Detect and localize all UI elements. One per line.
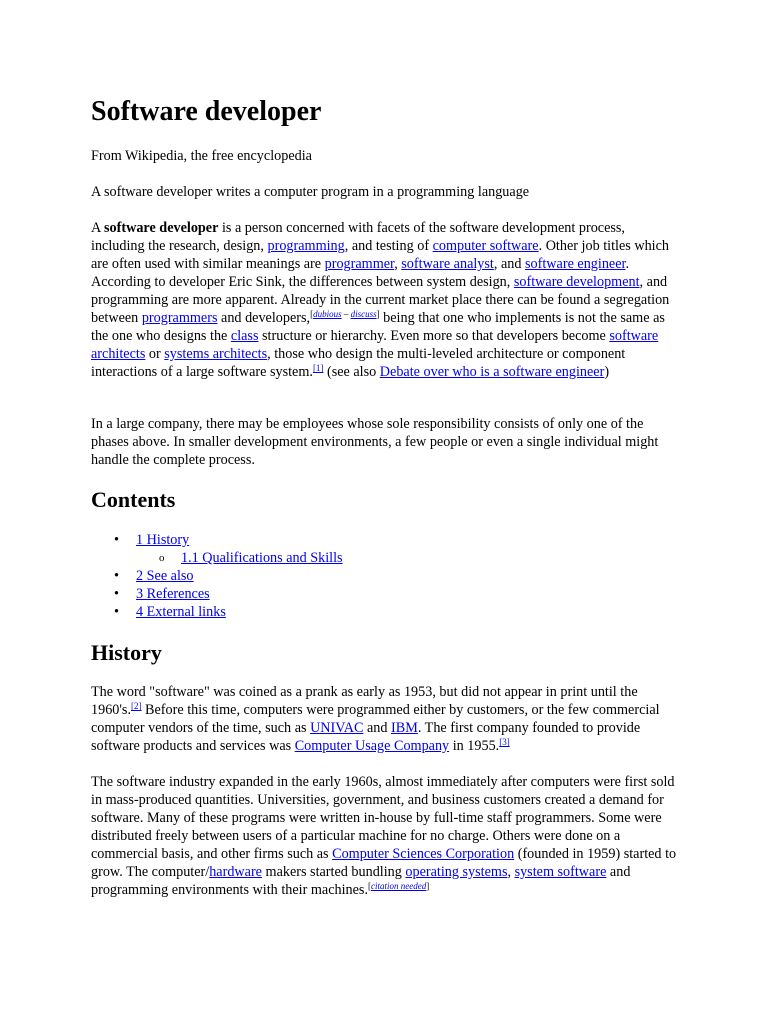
history-heading: History (91, 640, 162, 665)
history-text: (founded in 1959) started to grow. The computer/ (91, 846, 677, 880)
bullet: • (114, 532, 119, 548)
link-dubious[interactable]: dubious (313, 309, 342, 319)
reference-3[interactable]: [3] (499, 737, 510, 747)
bullet: • (114, 604, 119, 620)
link-ibm[interactable]: IBM (391, 720, 418, 736)
link-citation-needed[interactable]: citation needed (371, 881, 427, 891)
dash: – (341, 309, 351, 319)
intro-text: , (394, 256, 402, 272)
toc-link-see-also[interactable]: 2 See also (136, 568, 194, 584)
history-paragraph-1 (91, 683, 681, 755)
link-software-development[interactable]: software development (513, 274, 640, 290)
intro-text: . According to developer Eric Sink, the differences between system design, (91, 256, 630, 290)
page-title: Software developer (91, 96, 322, 127)
bullet: • (114, 586, 119, 602)
intro-text: , and testing of (344, 238, 433, 254)
link-operating-systems[interactable]: operating systems (405, 864, 508, 880)
intro-text: is a person concerned with facets of the software development process, including the research, design, (91, 220, 625, 254)
link-class[interactable]: class (230, 328, 259, 344)
intro-text: and developers, (217, 310, 311, 326)
contents-heading: Contents (91, 487, 176, 512)
history-text: and (363, 720, 391, 736)
toc-item (91, 549, 591, 567)
bracket: ] (376, 309, 380, 319)
link-hardware[interactable]: hardware (209, 864, 262, 880)
history-text: , (507, 864, 515, 880)
link-debate[interactable]: Debate over who is a software engineer (379, 364, 605, 380)
intro-text: , and programming are more apparent. Already in the current market place there can be found a segregation between (91, 274, 670, 326)
toc-link-external-links[interactable]: 4 External links (136, 604, 226, 620)
reference-2[interactable]: [2] (131, 701, 142, 711)
intro-paragraph-2: In a large company, there may be employees whose sole responsibility consists of only one of the phases above. In smaller development environments, a few people or even a single individual might handle the complete process. (91, 416, 659, 468)
history-text: The word "software" was coined as a prank as early as 1953, but did not appear in print until the 1960's. (91, 684, 638, 718)
link-system-software[interactable]: system software (514, 864, 607, 880)
intro-bold-term: software developer (104, 220, 219, 236)
bullet: o (159, 552, 165, 564)
intro-text: , and (493, 256, 526, 272)
intro-text: being that one who implements is not the same as the one who designs the (91, 310, 665, 344)
bracket: [ (368, 881, 371, 891)
bracket: ] (426, 881, 430, 891)
intro-text: ) (604, 364, 610, 380)
bracket: [ (310, 309, 314, 319)
link-systems-architects[interactable]: systems architects (164, 346, 268, 362)
history-text: The software industry expanded in the early 1960s, almost immediately after computers were first sold in mass-produced quantities. Universities, government, and business customers created a demand for software. Many of these programs were written in-house by full-time staff programmers. Some were distributed freely between users of a particular machine for no charge. Others were done on a commercial basis, and other firms such as (91, 774, 675, 862)
intro-text: . Other job titles which are often used with similar meanings are (91, 238, 670, 272)
link-computer-sciences-corporation[interactable]: Computer Sciences Corporation (332, 846, 515, 862)
history-paragraph-2 (91, 773, 681, 899)
citation-needed-note (368, 881, 429, 891)
history-text: in 1955. (449, 738, 500, 754)
link-discuss[interactable]: discuss (350, 309, 377, 319)
history-text: and programming environments with their machines. (91, 864, 631, 898)
link-computer-software[interactable]: computer software (432, 238, 539, 254)
intro-text: structure or hierarchy. Even more so that developers become (258, 328, 610, 344)
link-programming[interactable]: programming (267, 238, 345, 254)
link-software-analyst[interactable]: software analyst (401, 256, 494, 272)
toc-link-history[interactable]: 1 History (136, 532, 190, 548)
tagline: From Wikipedia, the free encyclopedia (91, 148, 312, 164)
toc-item (91, 603, 591, 621)
intro-paragraph (91, 219, 681, 381)
reference-1[interactable]: [1] (312, 363, 324, 373)
link-software-architects[interactable]: software architects (91, 328, 659, 362)
link-computer-usage-company[interactable]: Computer Usage Company (294, 738, 450, 754)
history-text: Before this time, computers were programmed either by customers, or the few commercial computer vendors of the time, such as (91, 702, 660, 736)
toc-item (91, 531, 591, 549)
bullet: • (114, 568, 119, 584)
link-univac[interactable]: UNIVAC (310, 720, 364, 736)
history-text: makers started bundling (261, 864, 406, 880)
history-text: . The first company founded to provide software products and services was (91, 720, 641, 754)
intro-text: (see also (323, 364, 380, 380)
intro-text: or (145, 346, 165, 362)
dubious-note (310, 309, 380, 319)
intro-text: A (91, 220, 105, 236)
link-software-engineer[interactable]: software engineer (525, 256, 626, 272)
toc-item (91, 567, 591, 585)
intro-text: , those who design the multi-leveled architecture or component interactions of a large software system. (91, 346, 626, 380)
link-programmers[interactable]: programmers (141, 310, 218, 326)
table-of-contents (91, 531, 591, 621)
toc-link-references[interactable]: 3 References (136, 586, 210, 602)
toc-item (91, 585, 591, 603)
toc-link-qualifications[interactable]: 1.1 Qualifications and Skills (181, 550, 343, 566)
hatnote: A software developer writes a computer program in a programming language (91, 184, 530, 200)
link-programmer[interactable]: programmer (324, 256, 395, 272)
